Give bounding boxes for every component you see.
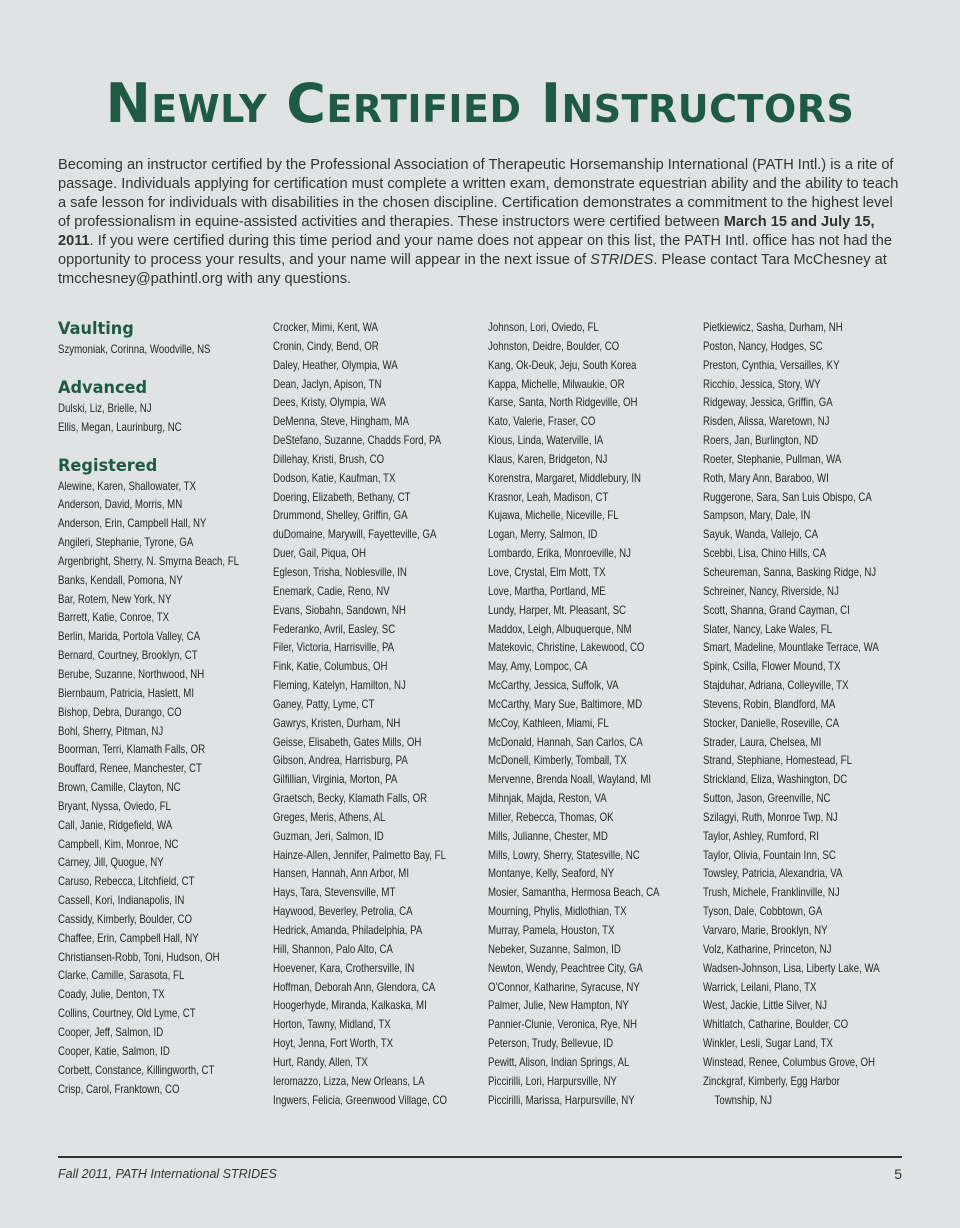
- intro-text-1: Becoming an instructor certified by the Professional Association of Therapeutic Horsemanship International (PATH Intl.) is a rite of passage. Individuals applying for certification must complete a written exam, demonstrate equestrian ability and the ability to teach a safe lesson for individuals with disabilities in the chosen discipline. Certification demonstrates a commitment to the highest level of professionalism in equine-assisted activities and therapies. These instructors were certified between: [58, 157, 899, 230]
- instructor-entry: Cassidy, Kimberly, Boulder, CO: [58, 911, 193, 926]
- instructor-entry: Caruso, Rebecca, Litchfield, CT: [58, 874, 195, 889]
- instructor-entry: McCoy, Kathleen, Miami, FL: [488, 715, 609, 730]
- instructor-entry: Crisp, Carol, Franktown, CO: [58, 1081, 180, 1096]
- instructor-entry: Bohl, Sherry, Pitman, NJ: [58, 723, 164, 738]
- instructor-entry: Dees, Kristy, Olympia, WA: [273, 395, 386, 410]
- page-number: 5: [894, 1166, 902, 1182]
- instructor-entry: Call, Janie, Ridgefield, WA: [58, 817, 173, 832]
- instructor-entry: Warrick, Leilani, Plano, TX: [703, 979, 817, 994]
- instructor-entry: Miller, Rebecca, Thomas, OK: [488, 809, 614, 824]
- column-2: [273, 318, 473, 1109]
- instructor-entry: Berlin, Marida, Portola Valley, CA: [58, 629, 201, 644]
- intro-dates: March 15 and July 15, 2011: [58, 214, 875, 249]
- instructor-entry: Hoevener, Kara, Crothersville, IN: [273, 960, 415, 975]
- instructor-entry: Strickland, Eliza, Washington, DC: [703, 772, 848, 787]
- instructor-entry: Zinckgraf, Kimberly, Egg Harbor: [703, 1073, 840, 1088]
- instructor-entry: Ellis, Megan, Laurinburg, NC: [58, 419, 182, 434]
- instructor-entry: Szilagyi, Ruth, Monroe Twp, NJ: [703, 809, 838, 824]
- instructor-entry: Township, NJ: [714, 1092, 773, 1107]
- instructor-entry: Hays, Tara, Stevensville, MT: [273, 885, 396, 900]
- instructor-entry: Strader, Laura, Chelsea, MI: [703, 734, 822, 749]
- instructor-entry: Montanye, Kelly, Seaford, NY: [488, 866, 615, 881]
- instructor-entry: McDonell, Kimberly, Tomball, TX: [488, 753, 627, 768]
- registered-list-col3: [488, 318, 688, 1109]
- instructor-entry: Logan, Merry, Salmon, ID: [488, 527, 598, 542]
- instructor-entry: Mervenne, Brenda Noall, Wayland, MI: [488, 772, 652, 787]
- vaulting-heading: Vaulting: [58, 319, 134, 339]
- instructor-entry: Bryant, Nyssa, Oviedo, FL: [58, 798, 171, 813]
- instructor-entry: Cooper, Jeff, Salmon, ID: [58, 1025, 164, 1039]
- instructor-entry: Roers, Jan, Burlington, ND: [703, 433, 819, 448]
- instructor-entry: DeStefano, Suzanne, Chadds Ford, PA: [273, 433, 442, 448]
- instructor-entry: Ruggerone, Sara, San Luis Obispo, CA: [703, 489, 872, 504]
- instructor-entry: Murray, Pamela, Houston, TX: [488, 923, 615, 937]
- instructor-entry: Scheureman, Sanna, Basking Ridge, NJ: [703, 564, 877, 579]
- instructor-entry: Hainze-Allen, Jennifer, Palmetto Bay, FL: [273, 847, 446, 862]
- instructor-entry: Kujawa, Michelle, Niceville, FL: [488, 508, 619, 523]
- intro-paragraph: [58, 156, 904, 289]
- instructor-entry: Taylor, Ashley, Rumford, RI: [703, 828, 819, 843]
- instructor-entry: Stocker, Danielle, Roseville, CA: [703, 715, 840, 730]
- instructor-entry: Alewine, Karen, Shallowater, TX: [58, 478, 197, 493]
- instructor-entry: Gawrys, Kristen, Durham, NH: [273, 715, 401, 730]
- registered-list-col4: [703, 318, 913, 1109]
- column-4: [703, 318, 913, 1109]
- instructor-entry: Lombardo, Erika, Monroeville, NJ: [488, 546, 632, 561]
- instructor-entry: Hansen, Hannah, Ann Arbor, MI: [273, 866, 410, 881]
- instructor-entry: Maddox, Leigh, Albuquerque, NM: [488, 621, 632, 636]
- instructor-entry: Cassell, Kori, Indianapolis, IN: [58, 893, 185, 908]
- instructor-entry: Ieromazzo, Lizza, New Orleans, LA: [273, 1073, 425, 1088]
- instructor-entry: Gilfillian, Virginia, Morton, PA: [273, 772, 398, 787]
- instructor-entry: Greges, Meris, Athens, AL: [273, 809, 386, 824]
- instructor-entry: Hoogerhyde, Miranda, Kalkaska, MI: [273, 998, 427, 1013]
- instructor-entry: Bernard, Courtney, Brooklyn, CT: [58, 648, 198, 663]
- footer-divider: [58, 1156, 902, 1158]
- registered-list-col2: [273, 318, 473, 1109]
- instructor-entry: Hill, Shannon, Palo Alto, CA: [273, 941, 393, 956]
- instructor-entry: Varvaro, Marie, Brooklyn, NY: [703, 923, 828, 937]
- instructor-entry: Hoffman, Deborah Ann, Glendora, CA: [273, 979, 436, 994]
- instructor-entry: Filer, Victoria, Harrisville, PA: [273, 640, 395, 655]
- instructor-entry: Coady, Julie, Denton, TX: [58, 987, 165, 1002]
- vaulting-list: [58, 340, 253, 359]
- instructor-entry: Dean, Jaclyn, Apison, TN: [273, 376, 382, 391]
- instructor-entry: Newton, Wendy, Peachtree City, GA: [488, 960, 643, 975]
- instructor-entry: Boorman, Terri, Klamath Falls, OR: [58, 742, 206, 757]
- instructor-entry: O'Connor, Katharine, Syracuse, NY: [488, 979, 640, 994]
- instructor-entry: Clarke, Camille, Sarasota, FL: [58, 968, 185, 983]
- registered-list-col1: [58, 477, 253, 1099]
- instructor-entry: Federanko, Avril, Easley, SC: [273, 621, 396, 636]
- instructor-entry: Szymoniak, Corinna, Woodville, NS: [58, 342, 211, 356]
- instructor-entry: Spink, Csilla, Flower Mound, TX: [703, 659, 841, 674]
- instructor-entry: Peterson, Trudy, Bellevue, ID: [488, 1036, 614, 1051]
- instructor-entry: Bishop, Debra, Durango, CO: [58, 704, 182, 719]
- column-3: [488, 318, 688, 1109]
- instructor-entry: West, Jackie, Little Silver, NJ: [703, 998, 828, 1013]
- instructor-entry: Preston, Cynthia, Versailles, KY: [703, 357, 840, 372]
- instructor-entry: Carney, Jill, Quogue, NY: [58, 855, 164, 870]
- instructor-entry: Daley, Heather, Olympia, WA: [273, 357, 398, 372]
- instructor-entry: Pietkiewicz, Sasha, Durham, NH: [703, 320, 843, 334]
- instructor-entry: Slater, Nancy, Lake Wales, FL: [703, 621, 833, 636]
- instructor-entry: Mills, Lowry, Sherry, Statesville, NC: [488, 847, 640, 862]
- instructor-entry: Crocker, Mimi, Kent, WA: [273, 320, 378, 334]
- instructor-entry: Karse, Santa, North Ridgeville, OH: [488, 395, 638, 410]
- instructor-entry: Trush, Michele, Franklinville, NJ: [703, 885, 840, 900]
- instructor-entry: Anderson, David, Morris, MN: [58, 497, 183, 512]
- instructor-entry: Roeter, Stephanie, Pullman, WA: [703, 451, 842, 466]
- instructor-entry: Scott, Shanna, Grand Cayman, CI: [703, 602, 850, 617]
- intro-strides: STRIDES: [590, 252, 654, 268]
- instructor-entry: Ridgeway, Jessica, Griffin, GA: [703, 395, 833, 410]
- instructor-entry: Cooper, Katie, Salmon, ID: [58, 1043, 170, 1058]
- instructor-entry: Tyson, Dale, Cobbtown, GA: [703, 904, 823, 919]
- instructor-entry: Love, Crystal, Elm Mott, TX: [488, 564, 606, 579]
- instructor-entry: Brown, Camille, Clayton, NC: [58, 780, 181, 795]
- intro-text-3: . Please contact Tara McChesney at tmcchesney@pathintl.org with any questions.: [58, 252, 887, 287]
- instructor-entry: Stajduhar, Adriana, Colleyville, TX: [703, 678, 849, 693]
- instructor-entry: Sutton, Jason, Greenville, NC: [703, 791, 831, 806]
- instructor-entry: Taylor, Olivia, Fountain Inn, SC: [703, 847, 836, 862]
- instructor-entry: Kious, Linda, Waterville, IA: [488, 433, 604, 448]
- instructor-entry: Corbett, Constance, Killingworth, CT: [58, 1062, 215, 1077]
- instructor-entry: Chaffee, Erin, Campbell Hall, NY: [58, 930, 199, 945]
- instructor-entry: Egleson, Trisha, Noblesville, IN: [273, 564, 407, 579]
- instructor-entry: Johnston, Deidre, Boulder, CO: [488, 338, 620, 353]
- intro-text-2: . If you were certified during this time period and your name does not appear on this list, the PATH Intl. office has not had the opportunity to process your results, and your name will appear in the next issue of: [58, 233, 892, 268]
- instructor-entry: Matekovic, Christine, Lakewood, CO: [488, 640, 645, 655]
- instructor-entry: Volz, Katharine, Princeton, NJ: [703, 941, 832, 956]
- instructor-entry: McCarthy, Jessica, Suffolk, VA: [488, 678, 619, 693]
- instructor-entry: Sayuk, Wanda, Vallejo, CA: [703, 527, 819, 542]
- instructor-entry: Evans, Siobahn, Sandown, NH: [273, 602, 406, 617]
- instructor-entry: Graetsch, Becky, Klamath Falls, OR: [273, 791, 428, 806]
- instructor-entry: Ricchio, Jessica, Story, WY: [703, 376, 821, 391]
- advanced-list: [58, 399, 253, 437]
- instructor-entry: Dillehay, Kristi, Brush, CO: [273, 451, 385, 466]
- instructor-entry: Bar, Rotem, New York, NY: [58, 591, 172, 606]
- instructor-entry: Horton, Tawny, Midland, TX: [273, 1017, 391, 1032]
- instructor-entry: Hedrick, Amanda, Philadelphia, PA: [273, 923, 423, 937]
- instructor-entry: Fink, Katie, Columbus, OH: [273, 659, 388, 674]
- instructor-entry: Klaus, Karen, Bridgeton, NJ: [488, 451, 608, 466]
- instructor-entry: Geisse, Elisabeth, Gates Mills, OH: [273, 734, 422, 749]
- instructor-entry: Johnson, Lori, Oviedo, FL: [488, 320, 599, 334]
- instructor-entry: Whitlatch, Catharine, Boulder, CO: [703, 1017, 849, 1032]
- instructor-entry: Towsley, Patricia, Alexandria, VA: [703, 866, 843, 881]
- instructor-entry: Doering, Elizabeth, Bethany, CT: [273, 489, 411, 504]
- instructor-entry: Mourning, Phylis, Midlothian, TX: [488, 904, 627, 919]
- instructor-entry: Korenstra, Margaret, Middlebury, IN: [488, 470, 642, 485]
- instructor-entry: Roth, Mary Ann, Baraboo, WI: [703, 470, 829, 485]
- instructor-entry: Sampson, Mary, Dale, IN: [703, 508, 811, 523]
- instructor-entry: Winstead, Renee, Columbus Grove, OH: [703, 1054, 876, 1069]
- instructor-entry: Wadsen-Johnson, Lisa, Liberty Lake, WA: [703, 960, 880, 975]
- column-1: [58, 318, 253, 1098]
- instructor-entry: DeMenna, Steve, Hingham, MA: [273, 414, 410, 429]
- instructor-entry: Love, Martha, Portland, ME: [488, 583, 606, 598]
- instructor-entry: Lundy, Harper, Mt. Pleasant, SC: [488, 602, 627, 617]
- instructor-entry: Smart, Madeline, Mountlake Terrace, WA: [703, 640, 879, 655]
- instructor-entry: Kang, Ok-Deuk, Jeju, South Korea: [488, 357, 637, 372]
- instructor-entry: Argenbright, Sherry, N. Smyrna Beach, FL: [58, 553, 240, 568]
- footer-issue: Fall 2011, PATH International STRIDES: [58, 1167, 277, 1181]
- instructor-entry: Nebeker, Suzanne, Salmon, ID: [488, 941, 621, 956]
- instructor-entry: Ganey, Patty, Lyme, CT: [273, 696, 375, 711]
- instructor-entry: Stevens, Robin, Blandford, MA: [703, 696, 836, 711]
- instructor-entry: duDomaine, Marywill, Fayetteville, GA: [273, 527, 437, 542]
- advanced-heading: Advanced: [58, 377, 148, 398]
- instructor-entry: Palmer, Julie, New Hampton, NY: [488, 998, 629, 1013]
- instructor-entry: McDonald, Hannah, San Carlos, CA: [488, 734, 643, 749]
- instructor-entry: Hurt, Randy, Allen, TX: [273, 1054, 368, 1069]
- instructor-entry: Krasnor, Leah, Madison, CT: [488, 489, 609, 504]
- instructor-entry: Pannier-Clunie, Veronica, Rye, NH: [488, 1017, 637, 1032]
- instructor-entry: Kappa, Michelle, Milwaukie, OR: [488, 376, 625, 391]
- instructor-entry: Banks, Kendall, Pomona, NY: [58, 572, 183, 587]
- instructor-entry: Anderson, Erin, Campbell Hall, NY: [58, 516, 207, 531]
- instructor-entry: Barrett, Katie, Conroe, TX: [58, 610, 170, 625]
- instructor-entry: Haywood, Beverley, Petrolia, CA: [273, 904, 413, 919]
- instructor-entry: Berube, Suzanne, Northwood, NH: [58, 666, 205, 681]
- instructor-entry: Kato, Valerie, Fraser, CO: [488, 414, 596, 429]
- page-title: Newly Certified Instructors: [105, 72, 855, 135]
- instructor-entry: Piccirilli, Marissa, Harpursville, NY: [488, 1092, 635, 1107]
- instructor-entry: Mills, Julianne, Chester, MD: [488, 828, 608, 843]
- registered-heading: Registered: [58, 455, 158, 476]
- instructor-entry: Bouffard, Renee, Manchester, CT: [58, 761, 202, 776]
- instructor-entry: Ingwers, Felicia, Greenwood Village, CO: [273, 1092, 448, 1107]
- instructor-entry: Dodson, Katie, Kaufman, TX: [273, 470, 396, 485]
- instructor-entry: Campbell, Kim, Monroe, NC: [58, 836, 179, 851]
- instructor-entry: Dulski, Liz, Brielle, NJ: [58, 400, 152, 415]
- instructor-entry: Pewitt, Alison, Indian Springs, AL: [488, 1054, 630, 1069]
- instructor-entry: Biernbaum, Patricia, Haslett, MI: [58, 685, 195, 700]
- instructor-entry: Poston, Nancy, Hodges, SC: [703, 338, 823, 353]
- instructor-entry: Winkler, Lesli, Sugar Land, TX: [703, 1036, 833, 1051]
- instructor-entry: Hoyt, Jenna, Fort Worth, TX: [273, 1036, 394, 1051]
- instructor-entry: Scebbi, Lisa, Chino Hills, CA: [703, 546, 827, 561]
- instructor-entry: Risden, Alissa, Waretown, NJ: [703, 414, 830, 429]
- instructor-entry: Collins, Courtney, Old Lyme, CT: [58, 1006, 196, 1021]
- instructor-entry: Enemark, Cadie, Reno, NV: [273, 583, 390, 598]
- instructor-entry: Christiansen-Robb, Toni, Hudson, OH: [58, 949, 220, 964]
- instructor-entry: Mihnjak, Majda, Reston, VA: [488, 791, 607, 806]
- instructor-entry: Schreiner, Nancy, Riverside, NJ: [703, 583, 839, 598]
- instructor-entry: May, Amy, Lompoc, CA: [488, 659, 588, 674]
- instructor-entry: Strand, Stephiane, Homestead, FL: [703, 753, 852, 768]
- instructor-entry: Mosier, Samantha, Hermosa Beach, CA: [488, 885, 660, 900]
- instructor-entry: Drummond, Shelley, Griffin, GA: [273, 508, 408, 523]
- instructor-entry: Angileri, Stephanie, Tyrone, GA: [58, 535, 194, 550]
- instructor-entry: Gibson, Andrea, Harrisburg, PA: [273, 753, 408, 768]
- instructor-entry: Piccirilli, Lori, Harpursville, NY: [488, 1073, 618, 1088]
- instructor-entry: McCarthy, Mary Sue, Baltimore, MD: [488, 696, 643, 711]
- instructor-entry: Guzman, Jeri, Salmon, ID: [273, 828, 384, 843]
- instructor-entry: Duer, Gail, Piqua, OH: [273, 546, 367, 561]
- instructor-entry: Cronin, Cindy, Bend, OR: [273, 338, 379, 353]
- instructor-entry: Fleming, Katelyn, Hamilton, NJ: [273, 678, 406, 693]
